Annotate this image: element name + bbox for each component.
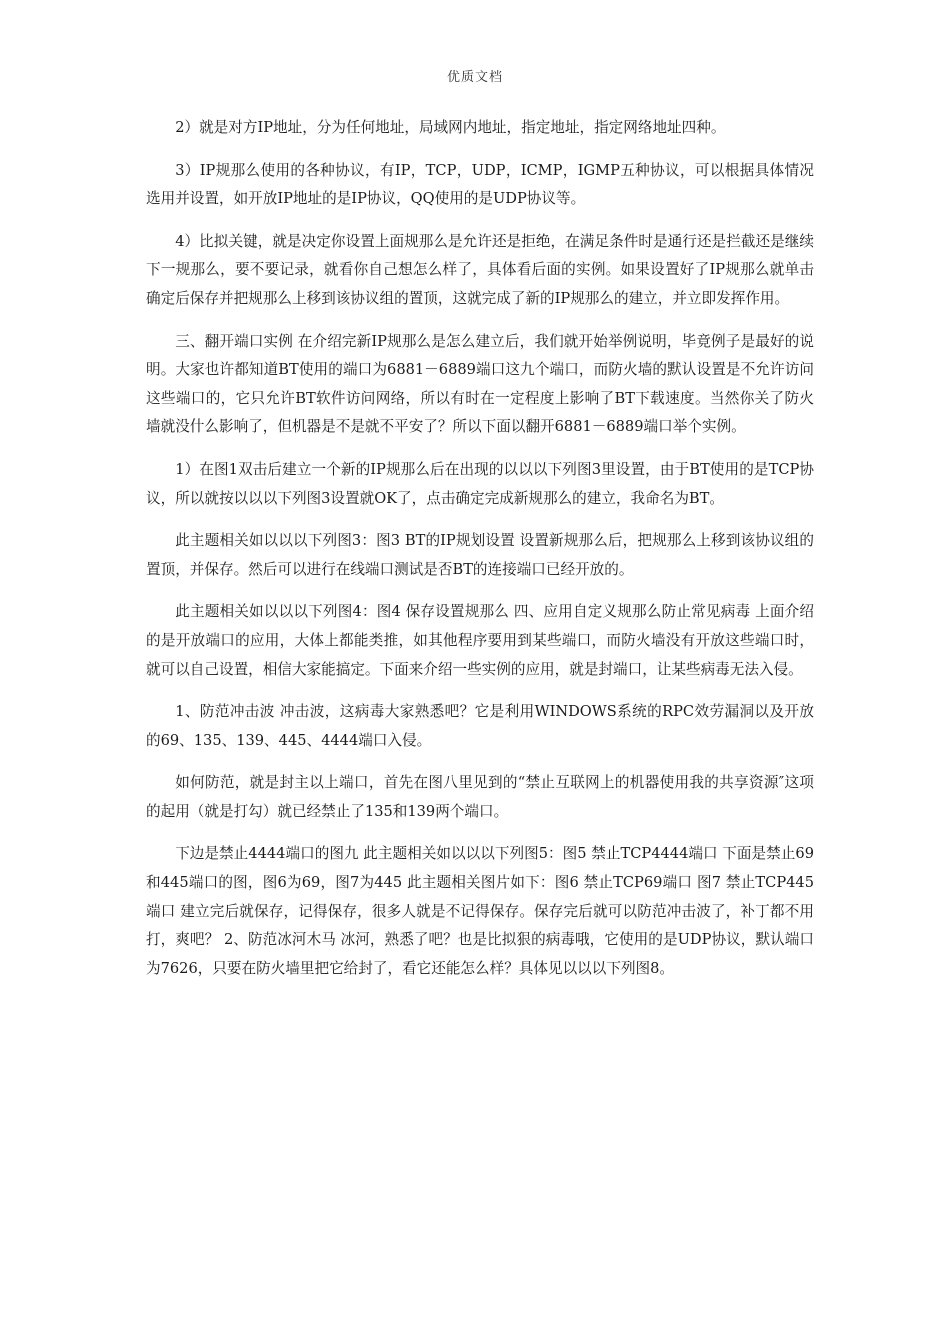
document-body <box>146 114 814 997</box>
paragraph: 2）就是对方IP地址，分为任何地址，局域网内地址，指定地址，指定网络地址四种。 <box>175 119 726 136</box>
paragraph: 3）IP规那么使用的各种协议，有IP，TCP，UDP，ICMP，IGMP五种协议，可以根据具体情况选用并设置，如开放IP地址的是IP协议，QQ使用的是UDP协议等。 <box>146 161 814 208</box>
paragraph: 下边是禁止4444端口的图九 此主题相关如以以以下列图5：图5 禁止TCP4444端口 下面是禁止69和445端口的图，图6为69，图7为445 此主题相关图片如下：图6 禁止TCP69端口 图7 禁止TCP445端口 建立完后就保存，记得保存，很多人就是不记得保存。保存完后就可以防范冲击波了，补丁都不用打，爽吧？ 2、防范冰河木马 冰河，熟悉了吧？也是比拟狠的病毒哦，它使用的是UDP协议，默认端口为7626，只要在防火墙里把它给封了，看它还能怎么样？具体见以以以下列图8。 <box>146 845 814 977</box>
paragraph: 4）比拟关键，就是决定你设置上面规那么是允许还是拒绝，在满足条件时是通行还是拦截还是继续下一规那么，要不要记录，就看你自己想怎么样了，具体看后面的实例。如果设置好了IP规那么就单击确定后保存并把规那么上移到该协议组的置顶，这就完成了新的IP规那么的建立，并立即发挥作用。 <box>146 232 814 307</box>
paragraph: 此主题相关如以以以下列图3：图3 BT的IP规划设置 设置新规那么后，把规那么上移到该协议组的置顶，并保存。然后可以进行在线端口测试是否BT的连接端口已经开放的。 <box>146 532 814 578</box>
paragraph: 三、翻开端口实例 在介绍完新IP规那么是怎么建立后，我们就开始举例说明，毕竟例子是最好的说明。大家也许都知道BT使用的端口为6881－6889端口这九个端口，而防火墙的默认设置是不允许访问这些端口的，它只允许BT软件访问网络，所以有时在一定程度上影响了BT下载速度。当然你关了防火墙就没什么影响了，但机器是不是就不平安了？所以下面以翻开6881－6889端口举个实例。 <box>146 332 814 436</box>
paragraph: 此主题相关如以以以下列图4：图4 保存设置规那么 四、应用自定义规那么防止常见病毒 上面介绍的是开放端口的应用，大体上都能类推，如其他程序要用到某些端口，而防火墙没有开放这些端口时，就可以自己设置，相信大家能搞定。下面来介绍一些实例的应用，就是封端口，让某些病毒无法入侵。 <box>146 603 814 678</box>
page-header: 优质文档 <box>446 70 503 85</box>
paragraph: 1）在图1双击后建立一个新的IP规那么后在出现的以以以下列图3里设置，由于BT使用的是TCP协议，所以就按以以以下列图3设置就OK了，点击确定完成新规那么的建立，我命名为BT。 <box>146 460 814 507</box>
paragraph: 如何防范，就是封主以上端口，首先在图八里见到的“禁止互联网上的机器使用我的共享资源″这项的起用（就是打勾）就已经禁止了135和139两个端口。 <box>146 774 814 820</box>
paragraph: 1、防范冲击波 冲击波，这病毒大家熟悉吧？它是利用WINDOWS系统的RPC效劳漏洞以及开放的69、135、139、445、4444端口入侵。 <box>146 703 814 749</box>
